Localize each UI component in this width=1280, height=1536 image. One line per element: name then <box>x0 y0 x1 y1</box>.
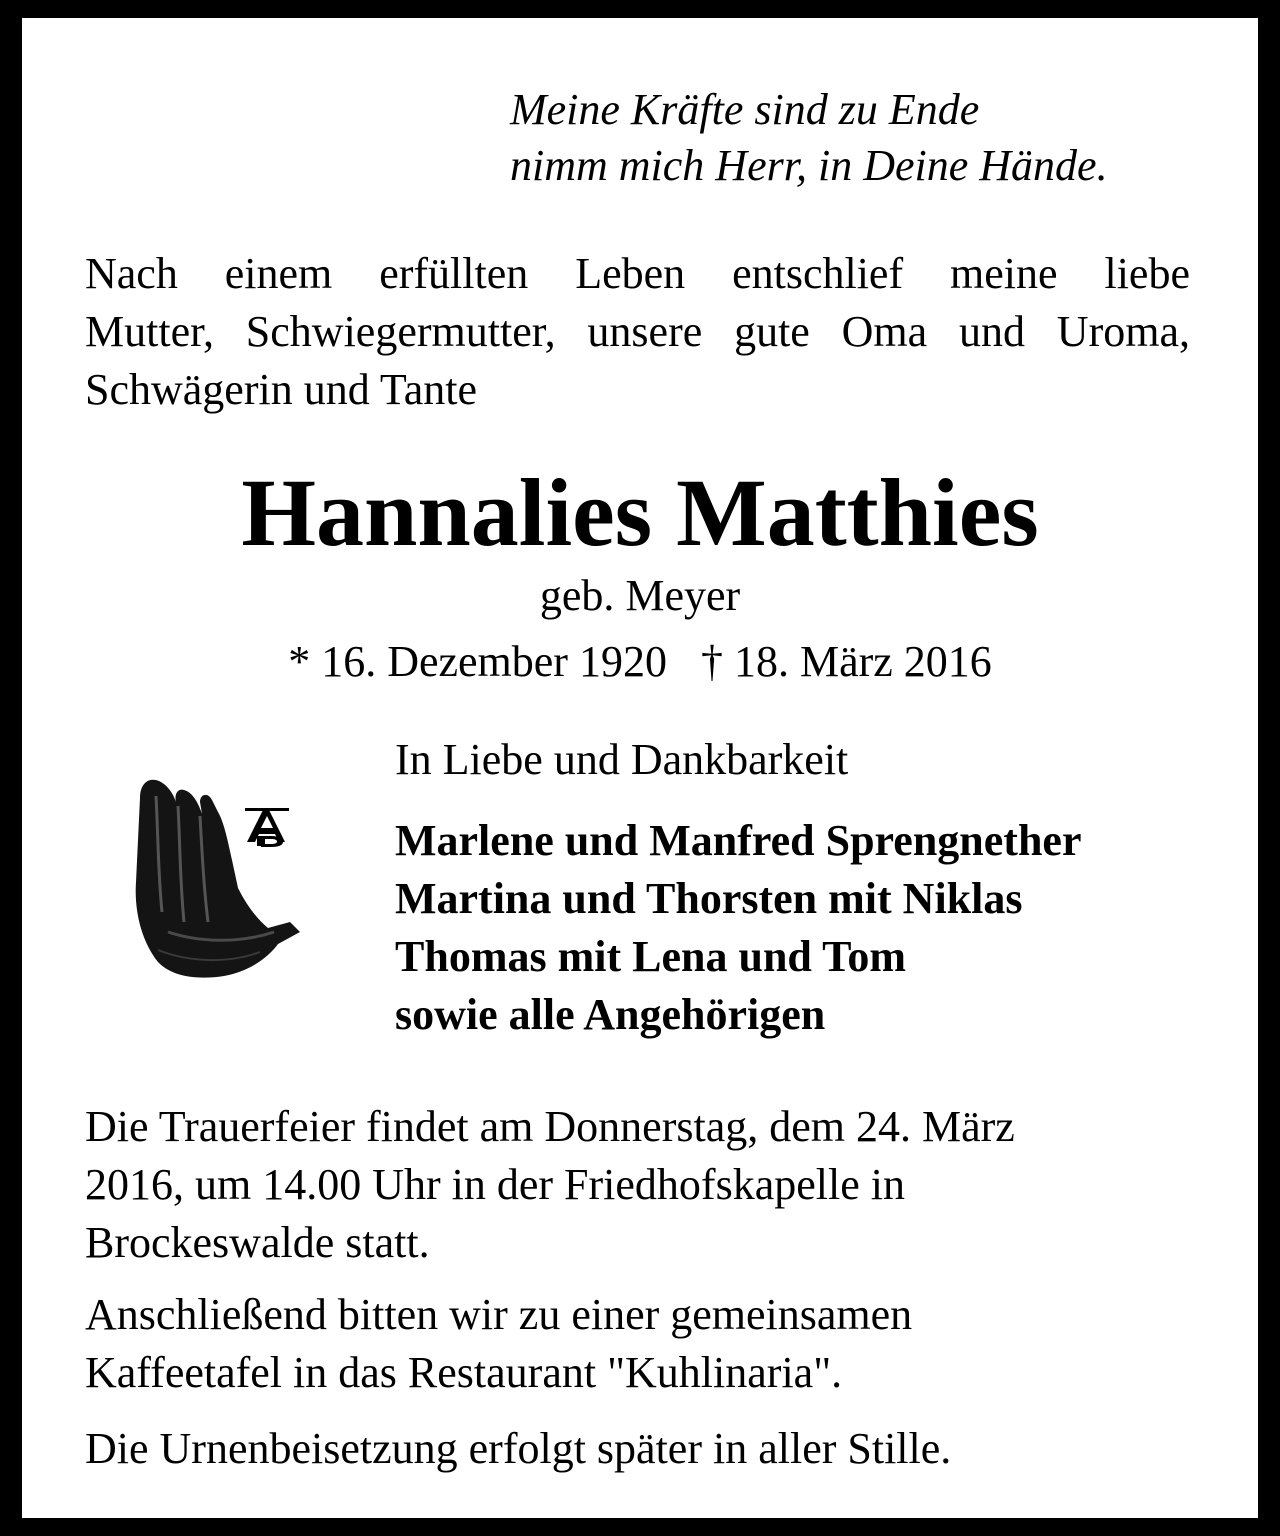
intro-line-1: Nach einem erfüllten Leben entschlief meine liebe <box>85 249 1190 298</box>
burial-line-1: Die Urnenbeisetzung erfolgt später in aller Stille. <box>85 1424 952 1473</box>
life-dates <box>0 636 1280 688</box>
praying-hands-icon <box>128 772 308 982</box>
verse-line-1: Meine Kräfte sind zu Ende <box>510 85 980 134</box>
deceased-name: Hannalies Matthies <box>241 459 1039 566</box>
gratitude-line: In Liebe und Dankbarkeit <box>395 735 849 784</box>
funeral-line-3: Brockeswalde statt. <box>85 1218 430 1267</box>
mourner-line: Martina und Thorsten mit Niklas <box>395 874 1023 923</box>
birth-date: * 16. Dezember 1920 <box>288 637 667 686</box>
mourners-list <box>395 812 1081 1044</box>
burial-info <box>85 1420 951 1478</box>
funeral-info <box>85 1098 1015 1272</box>
maiden-name: geb. Meyer <box>539 571 741 620</box>
reception-info <box>85 1286 912 1402</box>
funeral-line-2: 2016, um 14.00 Uhr in der Friedhofskapelle in <box>85 1160 905 1209</box>
mourner-line: Marlene und Manfred Sprengnether <box>395 816 1082 865</box>
intro-line-2: Mutter, Schwiegermutter, unsere gute Oma und Uroma, <box>85 307 1190 356</box>
intro-text <box>85 245 1190 419</box>
verse <box>510 82 1108 194</box>
funeral-line-1: Die Trauerfeier findet am Donnerstag, dem 24. März <box>85 1102 1015 1151</box>
durer-monogram-icon <box>243 806 297 848</box>
death-date: † 18. März 2016 <box>700 637 992 686</box>
reception-line-1: Anschließend bitten wir zu einer gemeinsamen <box>85 1290 913 1339</box>
reception-line-2: Kaffeetafel in das Restaurant "Kuhlinaria". <box>85 1348 843 1397</box>
mourner-line: sowie alle Angehörigen <box>395 990 826 1039</box>
intro-line-3: Schwägerin und Tante <box>85 365 478 414</box>
verse-line-2: nimm mich Herr, in Deine Hände. <box>510 141 1108 190</box>
mourner-line: Thomas mit Lena und Tom <box>395 932 907 981</box>
